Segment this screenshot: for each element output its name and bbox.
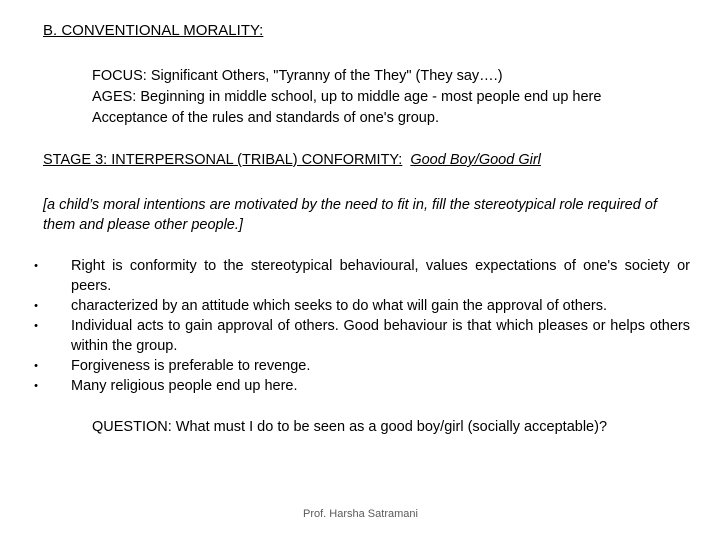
ages-text: Beginning in middle school, up to middle age - most people end up here	[140, 89, 602, 105]
focus-block	[92, 66, 702, 129]
list-item	[30, 356, 690, 376]
question-text: What must I do to be seen as a good boy/girl (socially acceptable)?	[175, 419, 608, 435]
list-item	[30, 296, 690, 316]
bullet-text: Forgiveness is preferable to revenge.	[71, 358, 311, 374]
ages-label: AGES:	[92, 89, 137, 105]
intentions-note: [a child’s moral intentions are motivated by the need to fit in, fill the stereotypical role required of them and please other people.]	[43, 197, 657, 233]
bullet-icon: •	[34, 380, 38, 392]
stage-title-text: STAGE 3: INTERPERSONAL (TRIBAL) CONFORMITY:	[43, 152, 403, 168]
bullet-text: Right is conformity to the stereotypical behavioural, values expectations of one's society or peers.	[71, 258, 690, 294]
stage-subtitle: Good Boy/Good Girl	[410, 152, 541, 168]
focus-line	[92, 66, 702, 87]
focus-label: FOCUS:	[92, 68, 147, 84]
footer-author: Prof. Harsha Satramani	[303, 508, 418, 520]
list-item	[30, 316, 690, 356]
focus-text: Significant Others, "Tyranny of the They" (They say….)	[150, 68, 503, 84]
stage-title	[43, 152, 541, 168]
ages-line	[92, 87, 702, 108]
question-line	[92, 419, 607, 435]
bullet-text: characterized by an attitude which seeks to do what will gain the approval of others.	[71, 298, 607, 314]
bullet-text: Many religious people end up here.	[71, 378, 298, 394]
question-label: QUESTION:	[92, 419, 172, 435]
section-heading: B. CONVENTIONAL MORALITY:	[43, 22, 264, 39]
bullet-icon: •	[34, 300, 38, 312]
list-item	[30, 376, 690, 396]
acceptance-line: Acceptance of the rules and standards of one's group.	[92, 110, 439, 126]
bullet-icon: •	[34, 260, 38, 272]
list-item	[30, 256, 690, 296]
bullet-text: Individual acts to gain approval of others. Good behaviour is that which pleases or helps others within the group.	[71, 318, 690, 354]
bullet-list	[30, 256, 690, 396]
bullet-icon: •	[34, 320, 38, 332]
bullet-icon: •	[34, 360, 38, 372]
